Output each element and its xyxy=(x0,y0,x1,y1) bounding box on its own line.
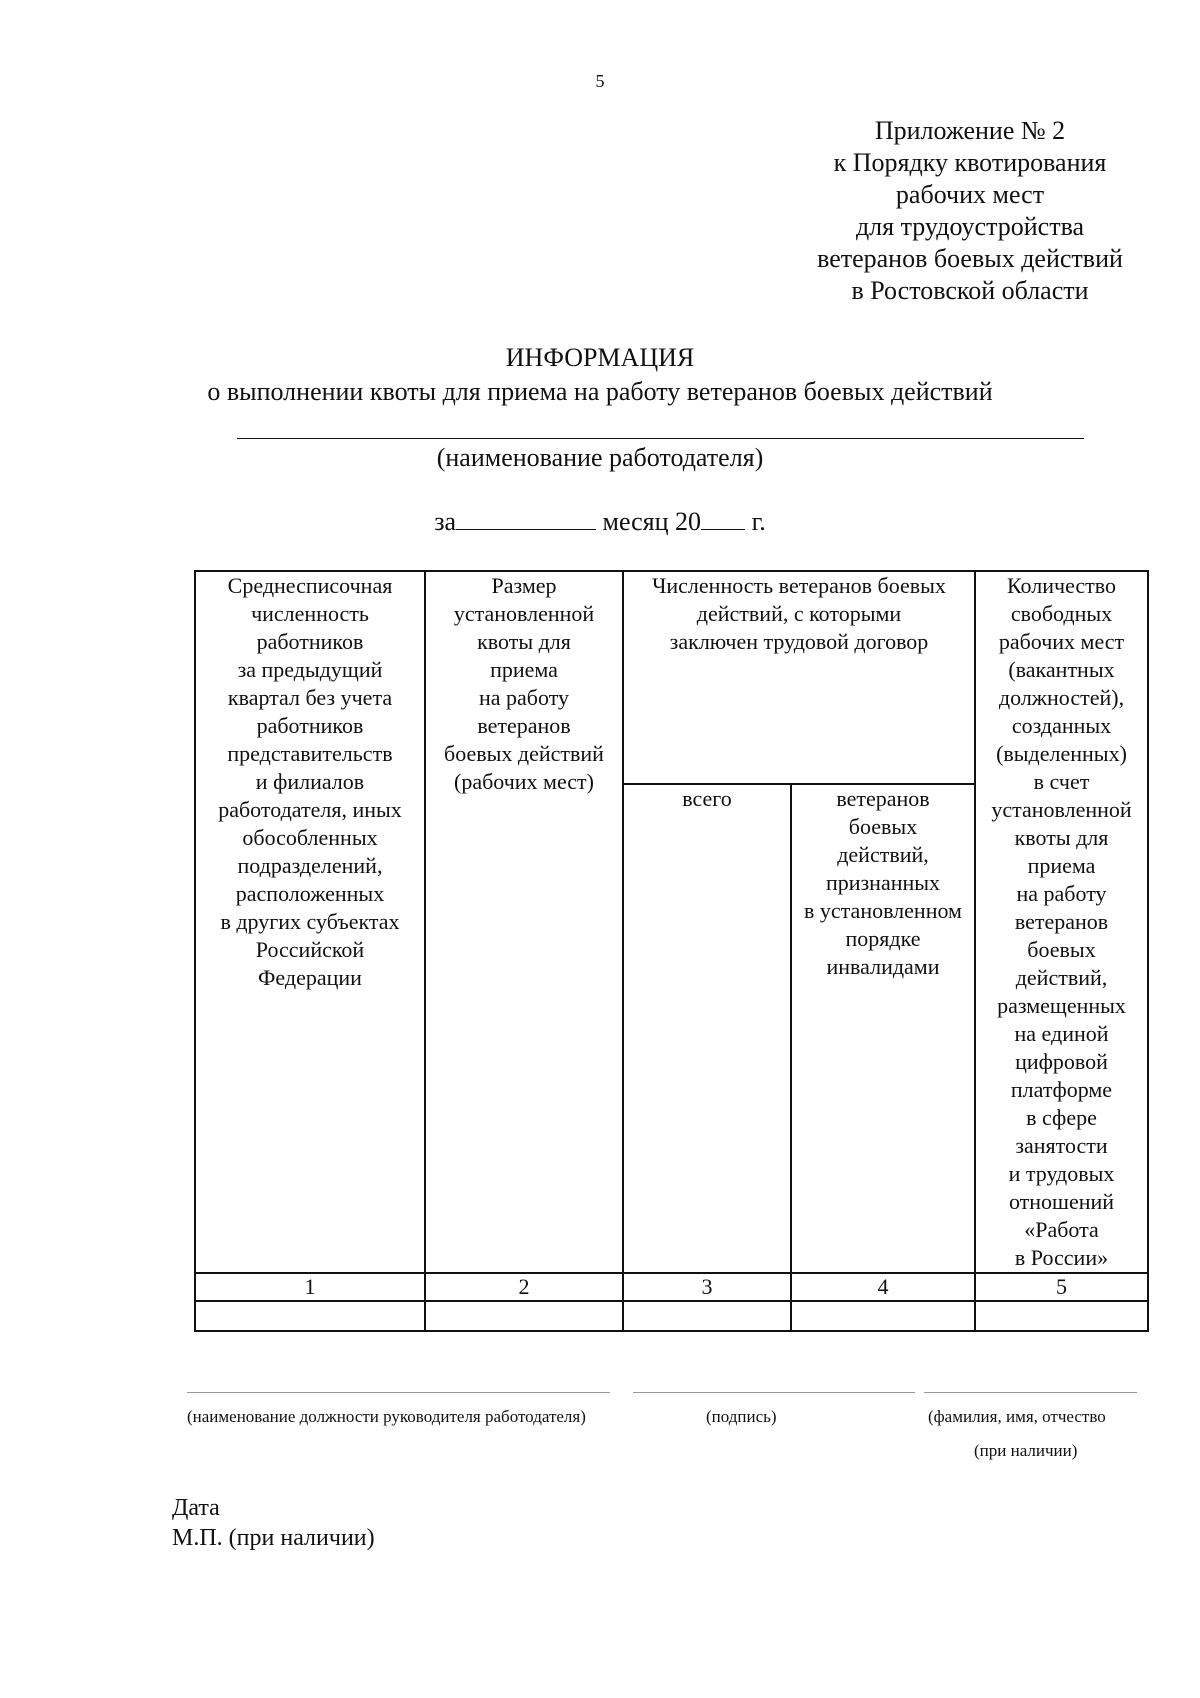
cell-line: платформе xyxy=(1010,1077,1113,1102)
header-quota-size xyxy=(425,571,623,1273)
header-total xyxy=(623,784,791,1273)
cell-line: Размер xyxy=(491,573,557,598)
month-blank-field[interactable] xyxy=(456,507,596,530)
data-cell-vacant-positions[interactable] xyxy=(975,1301,1148,1331)
appendix-line: рабочих мест xyxy=(895,180,1045,209)
signature-line[interactable] xyxy=(633,1392,915,1393)
full-name-signature-line[interactable] xyxy=(924,1392,1137,1393)
period-month-word: месяц 20 xyxy=(596,507,702,536)
header-avg-headcount xyxy=(195,571,425,1273)
cell-line: порядке xyxy=(845,925,921,951)
cell-line: рабочих мест xyxy=(998,629,1125,654)
employer-name-field[interactable] xyxy=(237,438,1084,439)
appendix-line: ветеранов боевых действий xyxy=(817,244,1123,273)
period-prefix: за xyxy=(434,507,456,536)
year-blank-field[interactable] xyxy=(701,507,745,530)
cell-line: созданных xyxy=(1011,713,1112,738)
cell-line: Количество xyxy=(1006,573,1117,598)
column-number: 4 xyxy=(791,1273,975,1301)
cell-line: подразделений, xyxy=(237,853,383,878)
cell-line: признанных xyxy=(825,869,941,895)
appendix-reference xyxy=(780,115,1160,307)
cell-line: установленной xyxy=(991,797,1132,822)
cell-line: в России» xyxy=(1014,1245,1109,1270)
data-cell-quota-size[interactable] xyxy=(425,1301,623,1331)
cell-line: в счет xyxy=(1033,769,1090,794)
column-number: 3 xyxy=(623,1273,791,1301)
data-cell-disabled-veterans[interactable] xyxy=(791,1301,975,1331)
cell-line: квартал без учета xyxy=(227,685,393,710)
cell-line: работодателя, иных xyxy=(218,797,402,822)
cell-line: заключен трудовой договор xyxy=(669,629,929,654)
cell-line: Численность ветеранов боевых xyxy=(652,573,946,598)
document-subtitle: о выполнении квоты для приема на работу ветеранов боевых действий xyxy=(207,377,993,406)
cell-line: квоты для xyxy=(477,629,571,654)
header-vacant-positions xyxy=(975,571,1148,1273)
data-cell-total[interactable] xyxy=(623,1301,791,1331)
column-number: 2 xyxy=(425,1273,623,1301)
cell-line: установленной xyxy=(453,601,595,626)
cell-line: на единой xyxy=(1014,1021,1109,1046)
cell-line: Российской xyxy=(255,937,365,962)
cell-line: работников xyxy=(256,629,364,654)
stamp-label: М.П. (при наличии) xyxy=(172,1525,375,1551)
cell-line: (выделенных) xyxy=(996,741,1127,766)
period-suffix: г. xyxy=(745,507,766,536)
cell-line: боевых xyxy=(1027,937,1096,962)
page-number: 5 xyxy=(595,71,605,91)
cell-line: Федерации xyxy=(258,965,362,990)
signature-caption: (подпись) xyxy=(706,1407,777,1426)
cell-line: занятости xyxy=(1015,1133,1108,1158)
header-disabled-veterans xyxy=(791,784,975,1273)
cell-line: размещенных xyxy=(997,993,1126,1018)
cell-line: в сфере xyxy=(1026,1105,1097,1130)
cell-line: и филиалов xyxy=(255,769,365,794)
cell-line: на работу xyxy=(478,685,570,710)
cell-line: численность xyxy=(251,601,369,626)
reporting-period xyxy=(0,506,1200,538)
data-cell-avg-headcount[interactable] xyxy=(195,1301,425,1331)
position-signature-line[interactable] xyxy=(187,1392,610,1393)
cell-line: представительств xyxy=(227,741,393,766)
cell-line: ветеранов xyxy=(477,713,571,738)
cell-line: квоты для xyxy=(1014,825,1109,850)
cell-line: боевых действий xyxy=(444,741,604,766)
cell-line: (рабочих мест) xyxy=(454,769,594,794)
cell-line: должностей), xyxy=(998,685,1125,710)
appendix-line: Приложение № 2 xyxy=(874,116,1066,145)
cell-line: действий, с которыми xyxy=(696,601,902,626)
position-caption: (наименование должности руководителя работодателя) xyxy=(187,1407,586,1426)
column-number: 1 xyxy=(195,1273,425,1301)
cell-line: свободных xyxy=(1010,601,1113,626)
cell-line: на работу xyxy=(1016,881,1107,906)
cell-line: «Работа xyxy=(1024,1217,1099,1242)
cell-line: расположенных xyxy=(235,881,385,906)
name-caption-continued: (при наличии) xyxy=(974,1441,1078,1460)
quota-table xyxy=(194,570,1149,1332)
cell-line: цифровой xyxy=(1015,1049,1108,1074)
cell-line: инвалидами xyxy=(826,953,940,979)
appendix-line: к Порядку квотирования xyxy=(833,148,1107,177)
cell-line: приема xyxy=(490,657,558,682)
cell-line: приема xyxy=(1027,853,1096,878)
cell-line: в установленном xyxy=(804,897,962,923)
cell-line: ветеранов xyxy=(1014,909,1109,934)
header-veterans-hired xyxy=(623,571,975,784)
cell-line: отношений xyxy=(1008,1189,1115,1214)
document-title: ИНФОРМАЦИЯ xyxy=(505,343,695,372)
cell-line: боевых xyxy=(848,813,918,839)
appendix-line: в Ростовской области xyxy=(851,276,1089,305)
appendix-line: для трудоустройства xyxy=(855,212,1085,241)
date-label: Дата xyxy=(172,1495,220,1521)
cell-line: обособленных xyxy=(242,825,378,850)
cell-line: Среднесписочная xyxy=(227,573,393,598)
cell-line: работников xyxy=(256,713,364,738)
cell-line: и трудовых xyxy=(1008,1161,1115,1186)
cell-line: действий, xyxy=(837,841,929,867)
cell-line: действий, xyxy=(1015,965,1108,990)
cell-line: (вакантных xyxy=(1008,657,1115,682)
employer-caption: (наименование работодателя) xyxy=(436,443,764,472)
column-number: 5 xyxy=(975,1273,1148,1301)
name-caption: (фамилия, имя, отчество xyxy=(928,1407,1106,1426)
cell-line: в других субъектах xyxy=(220,909,400,934)
cell-line: ветеранов xyxy=(836,785,930,811)
cell-line: за предыдущий xyxy=(237,657,383,682)
cell-line: всего xyxy=(682,785,732,811)
